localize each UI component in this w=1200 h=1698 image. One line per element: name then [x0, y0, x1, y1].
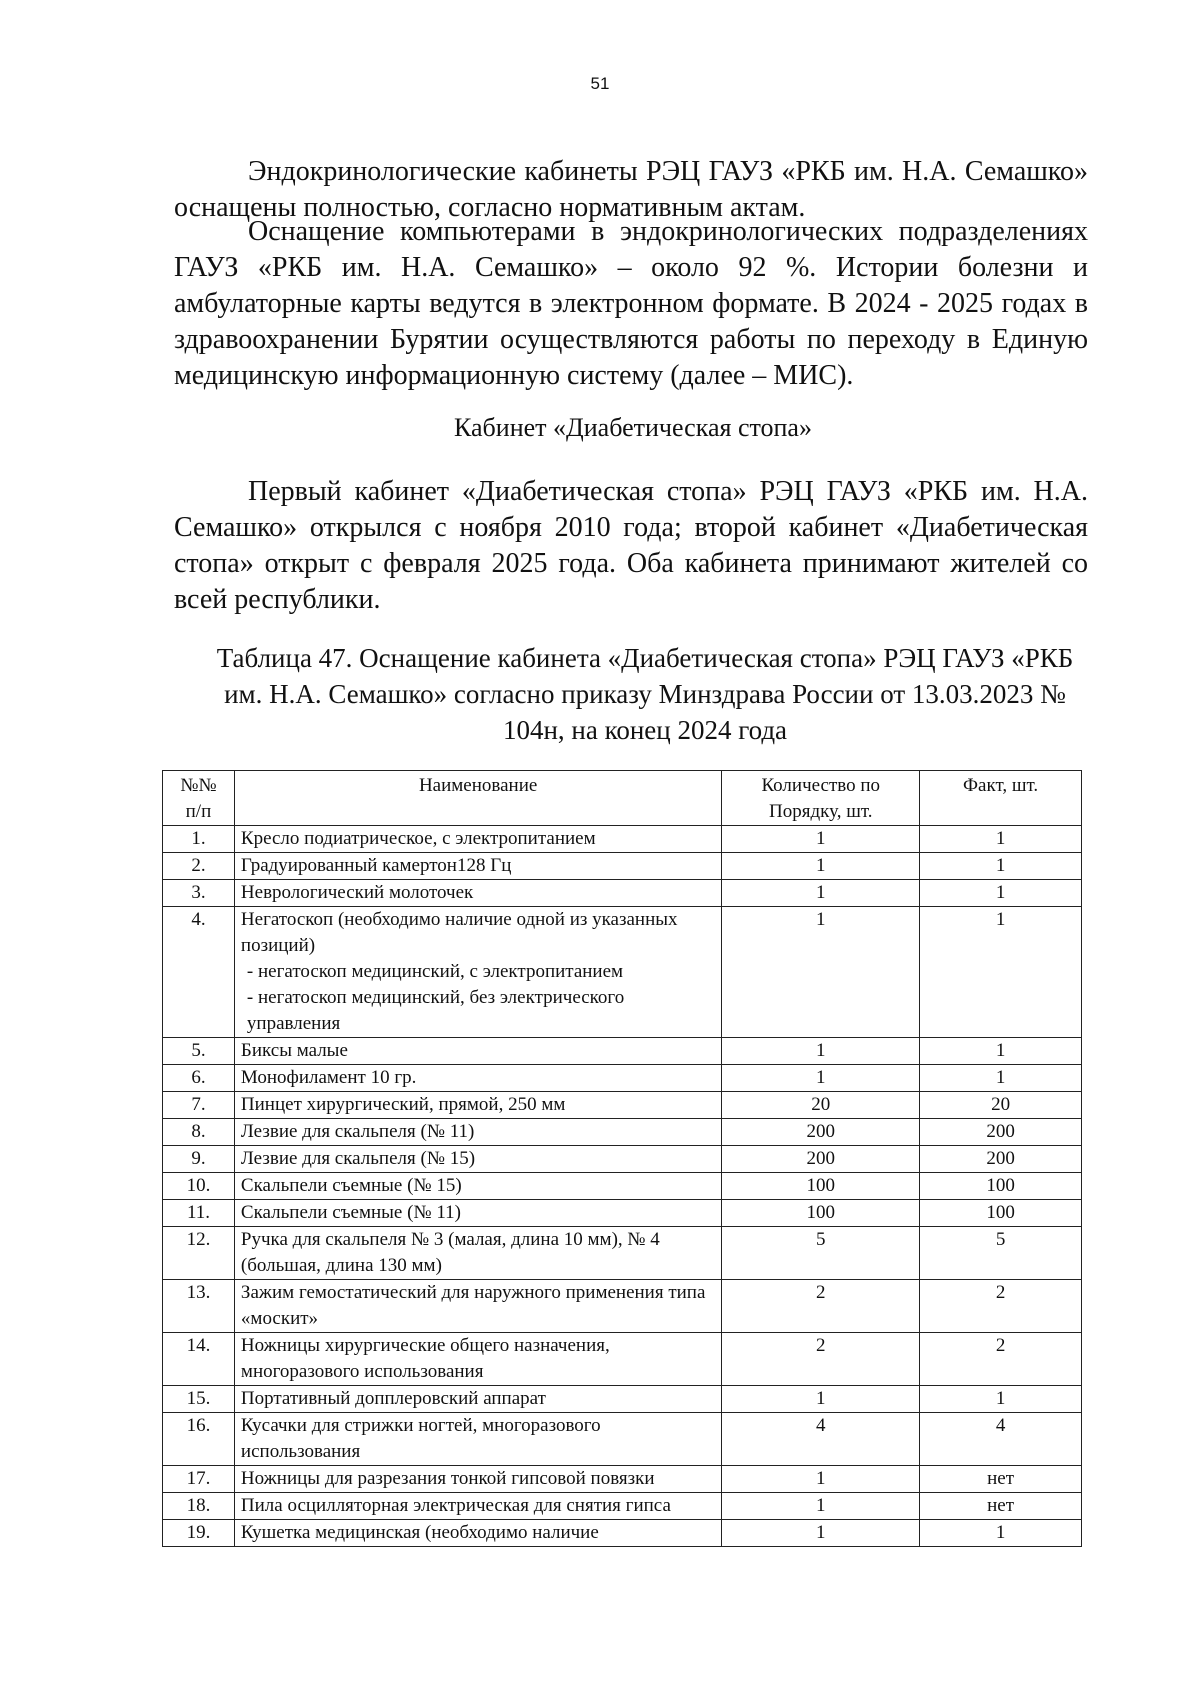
- row-name: Ножницы хирургические общего назначения, многоразового использования: [234, 1333, 721, 1386]
- row-name: Зажим гемостатический для наружного применения типа «москит»: [234, 1280, 721, 1333]
- table-row: [163, 1092, 1082, 1119]
- header-name: Наименование: [234, 771, 721, 826]
- row-number: 14.: [163, 1333, 235, 1386]
- row-quantity: 1: [722, 907, 920, 1038]
- header-fact: Факт, шт.: [920, 771, 1082, 826]
- table-row: [163, 1200, 1082, 1227]
- table-row: [163, 1413, 1082, 1466]
- row-name: Монофиламент 10 гр.: [234, 1065, 721, 1092]
- table-caption: Таблица 47. Оснащение кабинета «Диабетическая стопа» РЭЦ ГАУЗ «РКБ им. Н.А. Семашко» согласно приказу Минздрава России от 13.03.2023 № 104н, на конец 2024 года: [216, 643, 1074, 745]
- row-fact: 100: [920, 1200, 1082, 1227]
- row-name: Портативный допплеровский аппарат: [234, 1386, 721, 1413]
- row-number: 11.: [163, 1200, 235, 1227]
- row-quantity: 1: [722, 853, 920, 880]
- row-name: Кушетка медицинская (необходимо наличие: [234, 1520, 721, 1547]
- page-number: 51: [590, 74, 610, 93]
- table-row: [163, 1493, 1082, 1520]
- row-fact: 1: [920, 907, 1082, 1038]
- row-name: Биксы малые: [234, 1038, 721, 1065]
- row-number: 1.: [163, 826, 235, 853]
- row-name: Кусачки для стрижки ногтей, многоразового использования: [234, 1413, 721, 1466]
- row-name: Неврологический молоточек: [234, 880, 721, 907]
- row-fact: 2: [920, 1280, 1082, 1333]
- row-quantity: 1: [722, 826, 920, 853]
- row-name-cell: [234, 907, 721, 1038]
- row-fact: 1: [920, 853, 1082, 880]
- row-quantity: 100: [722, 1173, 920, 1200]
- row-fact: 1: [920, 826, 1082, 853]
- row-name: Ножницы для разрезания тонкой гипсовой повязки: [234, 1466, 721, 1493]
- row-quantity: 2: [722, 1280, 920, 1333]
- row-number: 6.: [163, 1065, 235, 1092]
- table-row: [163, 1146, 1082, 1173]
- row-fact: 1: [920, 1065, 1082, 1092]
- row-number: 7.: [163, 1092, 235, 1119]
- row-fact: 2: [920, 1333, 1082, 1386]
- row-fact: 1: [920, 1520, 1082, 1547]
- row-name: Негатоскоп (необходимо наличие одной из указанных позиций): [240, 909, 678, 956]
- paragraph-endocrinology-offices: Эндокринологические кабинеты РЭЦ ГАУЗ «РКБ им. Н.А. Семашко» оснащены полностью, согласно нормативным актам.: [174, 156, 1088, 223]
- row-fact: 4: [920, 1413, 1082, 1466]
- row-subitem: - негатоскоп медицинский, с электропитанием: [246, 961, 624, 982]
- row-quantity: 1: [722, 1520, 920, 1547]
- table-row: [163, 1333, 1082, 1386]
- row-number: 18.: [163, 1493, 235, 1520]
- row-quantity: 100: [722, 1200, 920, 1227]
- header-quantity-line1: Количество по: [761, 775, 881, 796]
- table-row: [163, 880, 1082, 907]
- row-fact: нет: [920, 1493, 1082, 1520]
- row-quantity: 1: [722, 1386, 920, 1413]
- paragraph-diabetic-foot-office: Первый кабинет «Диабетическая стопа» РЭЦ ГАУЗ «РКБ им. Н.А. Семашко» открылся с ноября 2010 года; второй кабинет «Диабетическая стопа» открыт с февраля 2025 года. Оба кабинета принимают жителей со всей республики.: [174, 476, 1088, 615]
- row-fact: 1: [920, 880, 1082, 907]
- section-heading: Кабинет «Диабетическая стопа»: [454, 413, 812, 442]
- row-quantity: 1: [722, 1493, 920, 1520]
- row-number: 12.: [163, 1227, 235, 1280]
- row-fact: 200: [920, 1119, 1082, 1146]
- row-quantity: 5: [722, 1227, 920, 1280]
- header-quantity-line2: Порядку, шт.: [769, 801, 873, 822]
- table-row: [163, 1520, 1082, 1547]
- table-row: [163, 1280, 1082, 1333]
- row-subitem: - негатоскоп медицинский, без электрического управления: [246, 987, 625, 1034]
- row-quantity: 4: [722, 1413, 920, 1466]
- row-number: 2.: [163, 853, 235, 880]
- row-name: Кресло подиатрическое, с электропитанием: [234, 826, 721, 853]
- row-name: Лезвие для скальпеля (№ 15): [234, 1146, 721, 1173]
- row-name: Пинцет хирургический, прямой, 250 мм: [234, 1092, 721, 1119]
- row-fact: 5: [920, 1227, 1082, 1280]
- table-row: [163, 1038, 1082, 1065]
- row-fact: нет: [920, 1466, 1082, 1493]
- row-number: 4.: [163, 907, 235, 1038]
- row-number: 8.: [163, 1119, 235, 1146]
- row-number: 3.: [163, 880, 235, 907]
- row-number: 16.: [163, 1413, 235, 1466]
- header-quantity: [722, 771, 920, 826]
- row-quantity: 200: [722, 1119, 920, 1146]
- row-quantity: 20: [722, 1092, 920, 1119]
- row-quantity: 1: [722, 1065, 920, 1092]
- row-number: 5.: [163, 1038, 235, 1065]
- table-row: [163, 826, 1082, 853]
- header-number-line2: п/п: [185, 801, 212, 822]
- table-header-row: [163, 771, 1082, 826]
- row-number: 15.: [163, 1386, 235, 1413]
- table-row: [163, 853, 1082, 880]
- row-quantity: 1: [722, 1038, 920, 1065]
- row-number: 9.: [163, 1146, 235, 1173]
- row-fact: 20: [920, 1092, 1082, 1119]
- row-name: Пила осцилляторная электрическая для снятия гипса: [234, 1493, 721, 1520]
- table-row: [163, 1466, 1082, 1493]
- row-number: 13.: [163, 1280, 235, 1333]
- table-row: [163, 1227, 1082, 1280]
- header-number-line1: №№: [180, 775, 217, 796]
- row-number: 19.: [163, 1520, 235, 1547]
- row-fact: 1: [920, 1038, 1082, 1065]
- row-name: Ручка для скальпеля № 3 (малая, длина 10 мм), № 4 (большая, длина 130 мм): [234, 1227, 721, 1280]
- row-quantity: 200: [722, 1146, 920, 1173]
- row-number: 17.: [163, 1466, 235, 1493]
- row-name: Скальпели съемные (№ 11): [234, 1200, 721, 1227]
- equipment-table: [162, 770, 1082, 1547]
- row-fact: 200: [920, 1146, 1082, 1173]
- table-row: [163, 1386, 1082, 1413]
- header-number: [163, 771, 235, 826]
- table-row: [163, 907, 1082, 1038]
- row-quantity: 2: [722, 1333, 920, 1386]
- table-row: [163, 1173, 1082, 1200]
- row-number: 10.: [163, 1173, 235, 1200]
- table-row: [163, 1065, 1082, 1092]
- row-fact: 1: [920, 1386, 1082, 1413]
- row-quantity: 1: [722, 880, 920, 907]
- table-row: [163, 1119, 1082, 1146]
- row-quantity: 1: [722, 1466, 920, 1493]
- row-fact: 100: [920, 1173, 1082, 1200]
- paragraph-computer-equipment: Оснащение компьютерами в эндокринологических подразделениях ГАУЗ «РКБ им. Н.А. Семашко» – около 92 %. Истории болезни и амбулаторные карты ведутся в электронном формате. В 2024 - 2025 годах в здравоохранении Бурятии осуществляются работы по переходу в Единую медицинскую информационную систему (далее – МИС).: [174, 216, 1088, 391]
- row-name: Градуированный камертон128 Гц: [234, 853, 721, 880]
- row-name: Скальпели съемные (№ 15): [234, 1173, 721, 1200]
- row-name: Лезвие для скальпеля (№ 11): [234, 1119, 721, 1146]
